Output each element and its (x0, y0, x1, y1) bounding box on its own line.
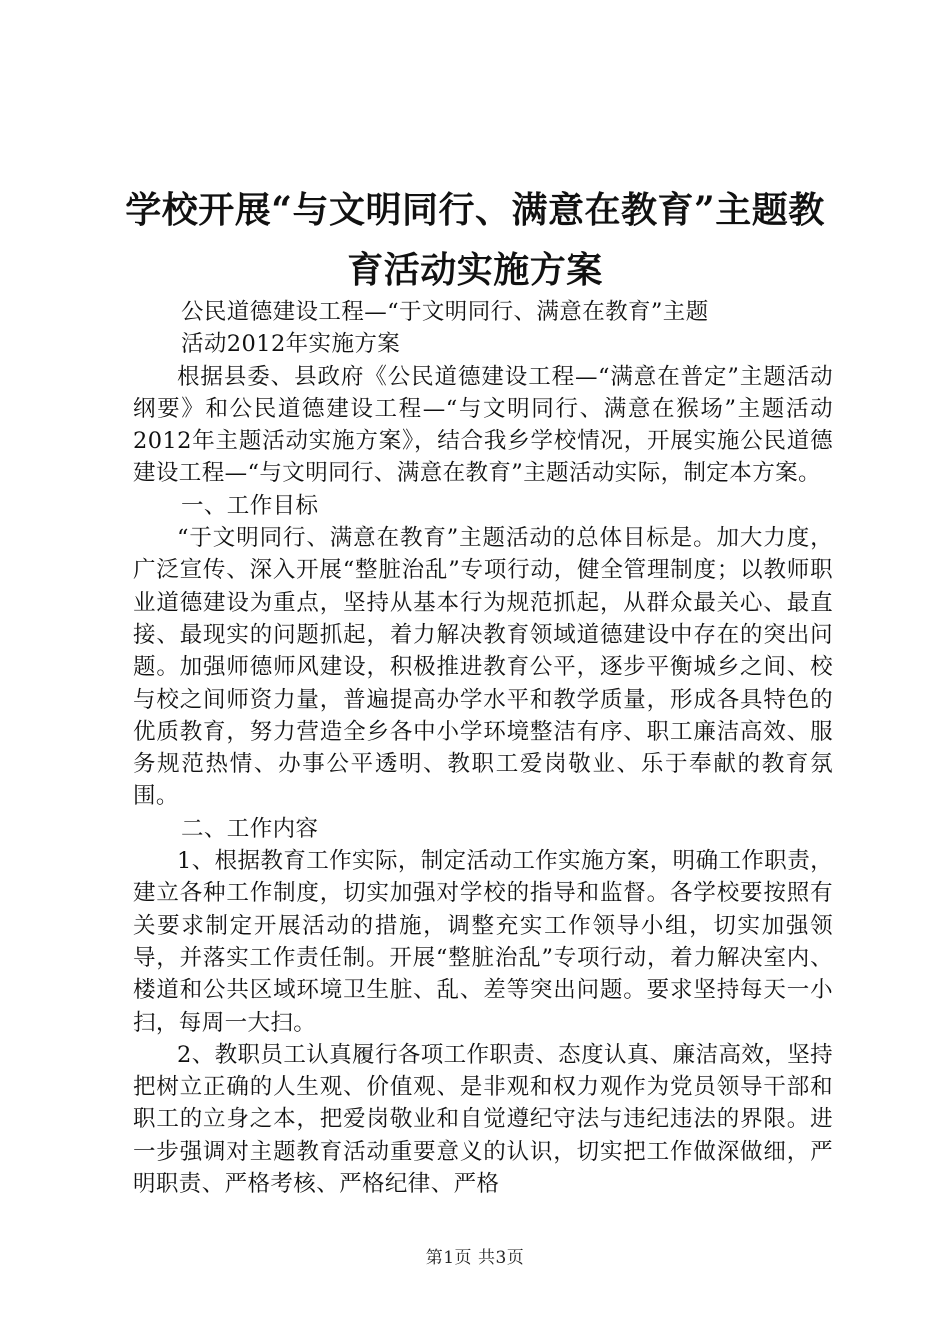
page-number-footer: 第1页 共3页 (425, 1248, 525, 1268)
subtitle-line-2: 活动2012年实施方案 (181, 331, 401, 358)
document-title-line-2: 育活动实施方案 (347, 249, 603, 291)
paragraph-goals: “于文明同行、满意在教育”主题活动的总体目标是。加大力度，广泛宣传、深入开展“整脏治乱”专项行动，健全管理制度；以教师职业道德建设为重点，坚持从基本行为规范抓起，从群众最关心、最直接、最现实的问题抓起，着力解决教育领域道德建设中存在的突出问题。加强师德师风建设，积极推进教育公平，逐步平衡城乡之间、校与校之间师资力量，普遍提高办学水平和教学质量，形成各具特色的优质教育，努力营造全乡各中小学环境整洁有序、职工廉洁高效、服务规范热情、办事公平透明、教职工爱岗敬业、乐于奉献的教育氛围。 (133, 525, 833, 810)
paragraph-item-1: 1、根据教育工作实际，制定活动工作实施方案，明确工作职责，建立各种工作制度，切实加强对学校的指导和监督。各学校要按照有关要求制定开展活动的措施，调整充实工作领导小组，切实加强领导，并落实工作责任制。开展“整脏治乱”专项行动，着力解决室内、楼道和公共区域环境卫生脏、乱、差等突出问题。要求坚持每天一小扫，每周一大扫。 (133, 848, 833, 1036)
subtitle-line-1: 公民道德建设工程—“于文明同行、满意在教育”主题 (181, 299, 709, 325)
paragraph-item-2: 2、教职员工认真履行各项工作职责、态度认真、廉洁高效，坚持把树立正确的人生观、价值观、是非观和权力观作为党员领导干部和职工的立身之本，把爱岗敬业和自觉遵纪守法与违纪违法的界限。进一步强调对主题教育活动重要意义的认识，切实把工作做深做细，严明职责、严格考核、严格纪律、严格 (133, 1041, 833, 1198)
document-title-line-1: 学校开展“与文明同行、满意在教育”主题教 (125, 189, 825, 231)
section-heading-content: 二、工作内容 (181, 815, 319, 842)
document-body (133, 296, 833, 1200)
paragraph-intro: 根据县委、县政府《公民道德建设工程—“满意在普定”主题活动纲要》和公民道德建设工程—“与文明同行、满意在猴场”主题活动2012年主题活动实施方案》，结合我乡学校情况，开展实施公民道德建设工程—“与文明同行、满意在教育”主题活动实际，制定本方案。 (133, 363, 833, 487)
subtitle (133, 296, 833, 361)
section-heading-goals: 一、工作目标 (181, 492, 319, 519)
